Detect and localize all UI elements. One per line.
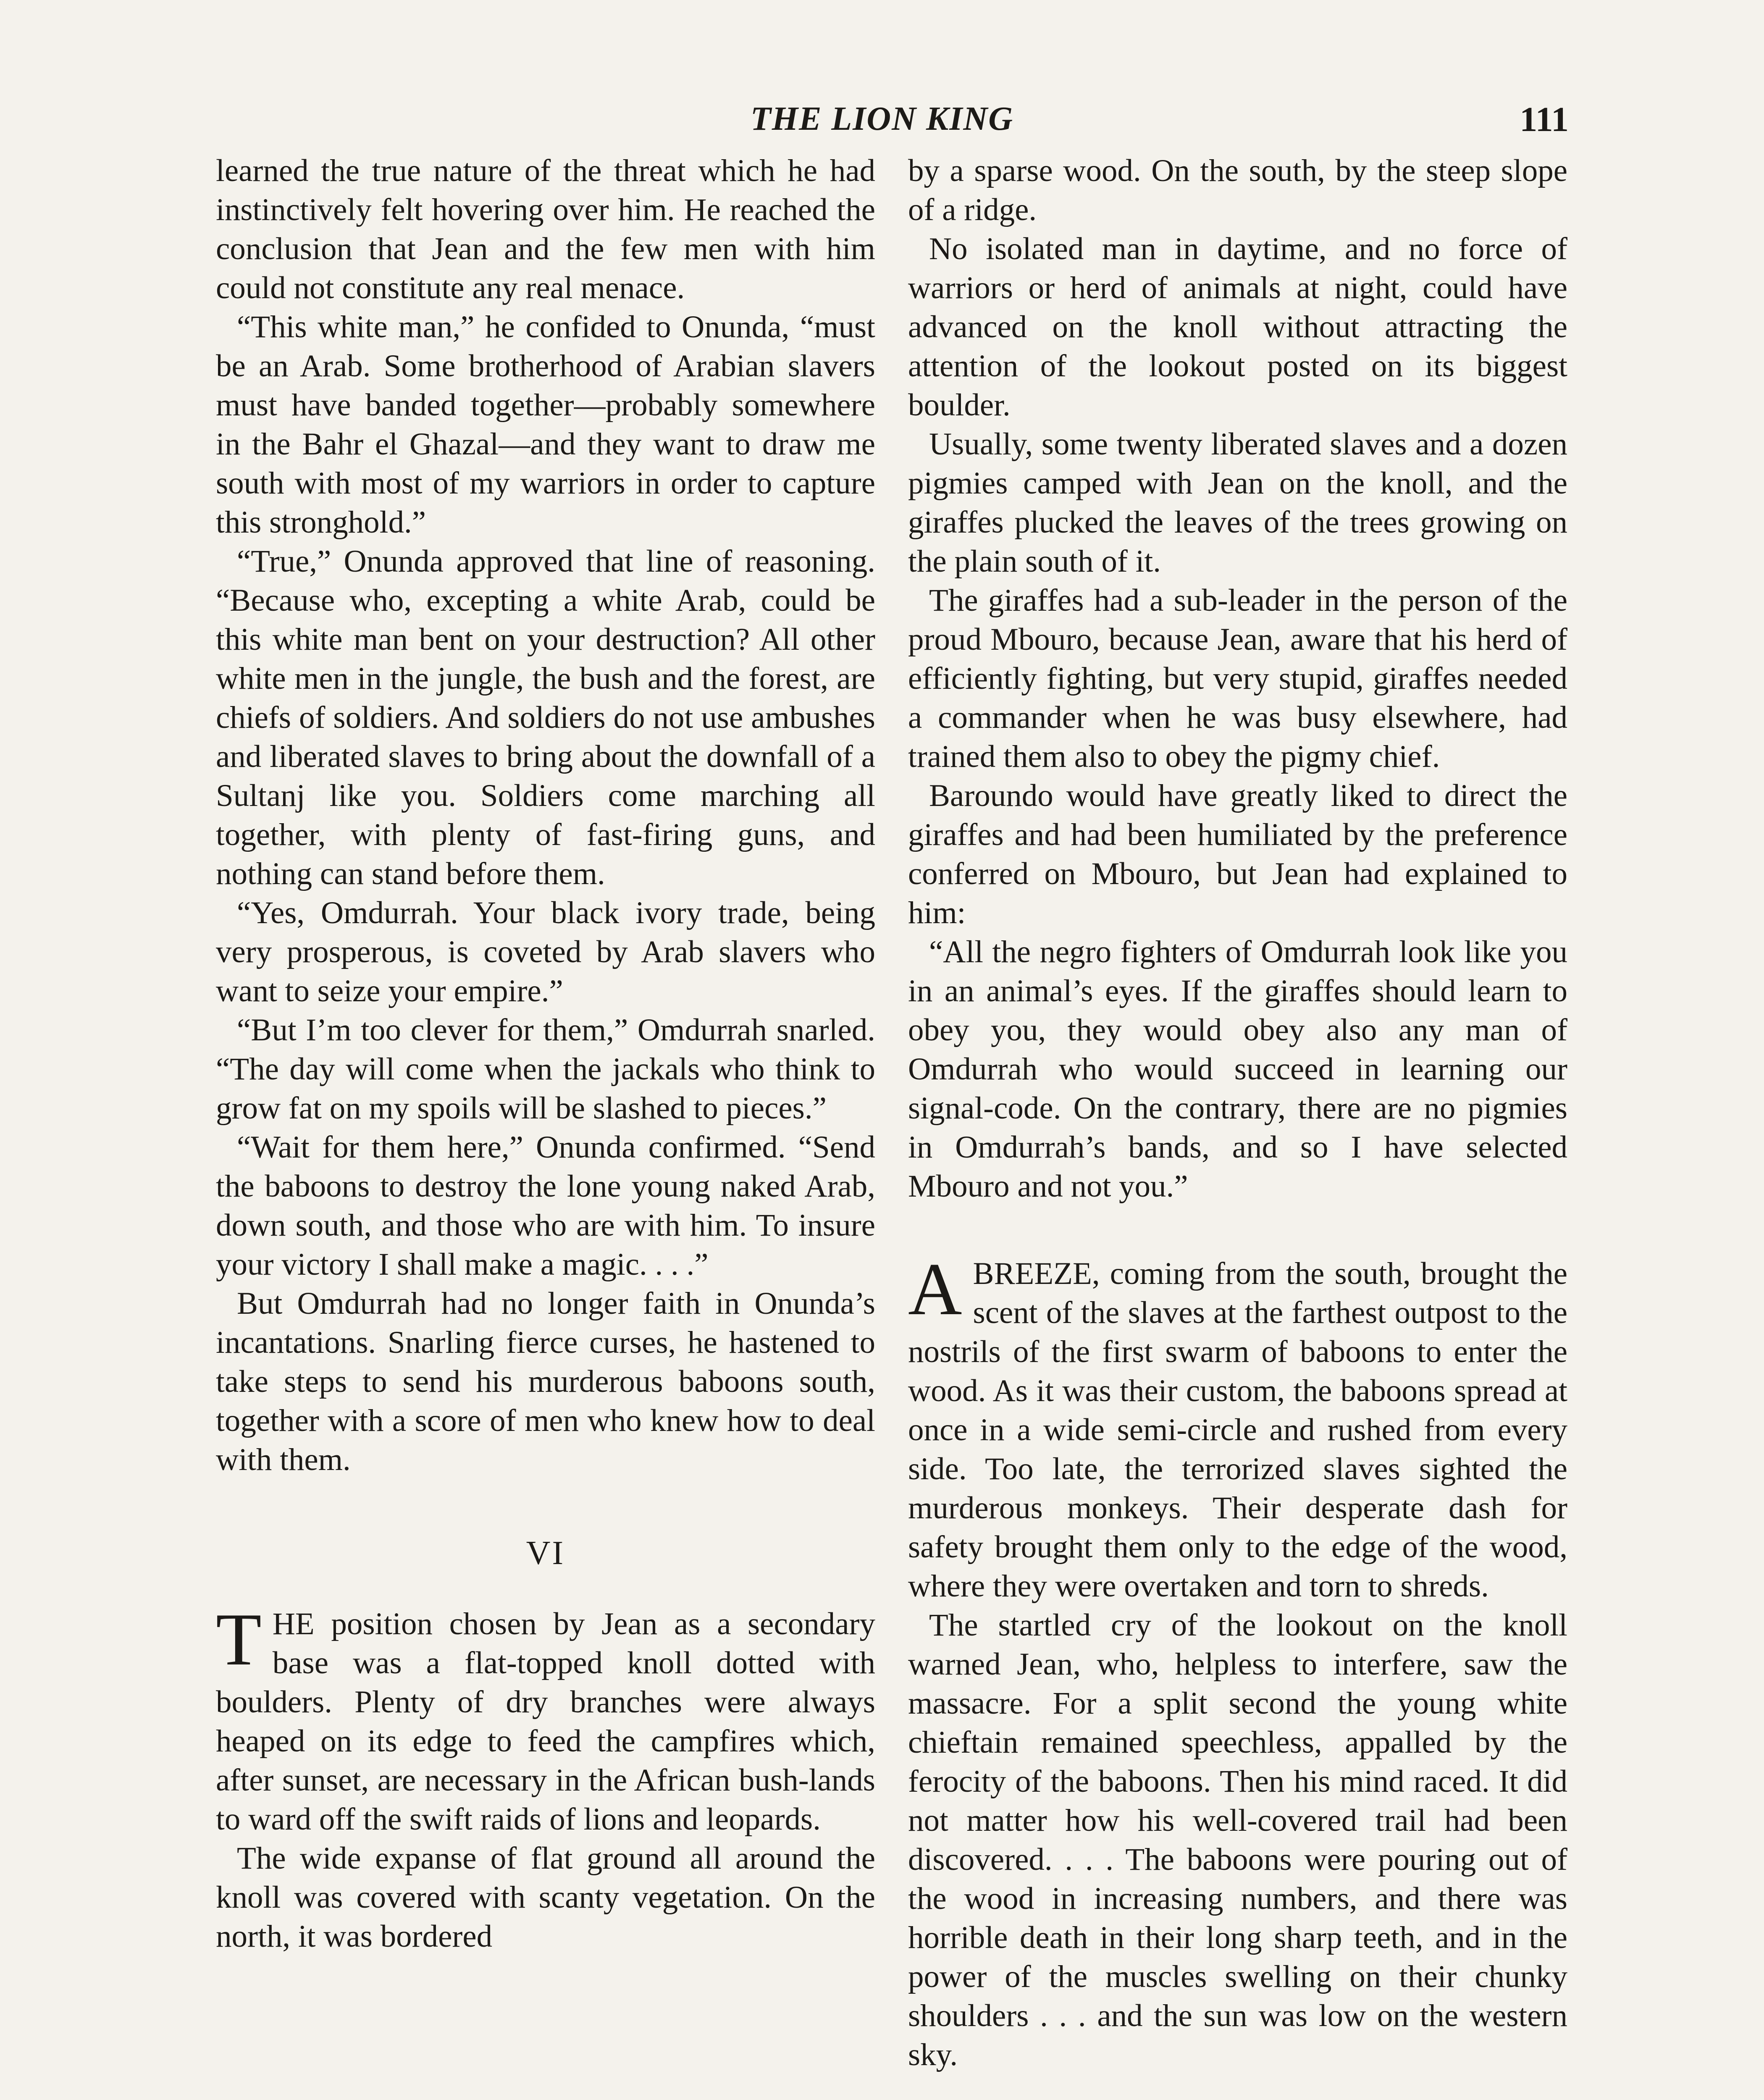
section-break [908, 1206, 1567, 1254]
paragraph: “True,” Onunda approved that line of reasoning. “Because who, excepting a white Arab, could be this white man bent on your destruction? All other white men in the jungle, the bush and the forest, are chiefs of soldiers. And soldiers do not use ambushes and liberated slaves to bring about the downfall of a Sultanj like you. Soldiers come marching all together, with plenty of fast-firing guns, and nothing can stand before them. [216, 544, 875, 891]
drop-cap: A [908, 1247, 962, 1331]
paragraph: No isolated man in daytime, and no force of warriors or herd of animals at night, could have advanced on the knoll without attracting the attention of the lookout posted on its biggest boulder. [908, 231, 1567, 423]
drop-cap-paragraph-text: HE position chosen by Jean as a secondary base was a flat-topped knoll dotted with boulders. Plenty of dry branches were always heaped on its edge to feed the campfires which, after sunset, are necessary in the African bush-lands to ward off the swift raids of lions and leopards. [216, 1606, 875, 1837]
paragraph: “This white man,” he confided to Onunda, “must be an Arab. Some brotherhood of Arabian slavers must have banded together—probably somewhere in the Bahr el Ghazal—and they want to draw me south with most of my warriors in order to capture this stronghold.” [216, 310, 875, 540]
paragraph: Usually, some twenty liberated slaves and a dozen pigmies camped with Jean on the knoll, and the giraffes plucked the leaves of the trees growing on the plain south of it. [908, 427, 1567, 579]
paragraph: “Wait for them here,” Onunda confirmed. “Send the baboons to destroy the lone young naked Arab, down south, and those who are with him. To insure your victory I shall make a magic. . . .” [216, 1130, 875, 1282]
running-title: THE LION KING [750, 100, 1014, 137]
drop-cap-paragraph [216, 1598, 875, 1839]
drop-cap-paragraph-text: BREEZE, coming from the south, brought the scent of the slaves at the farthest outpost to the nostrils of the first swarm of baboons to enter the wood. As it was their custom, the baboons spread at once in a wide semi-circle and rushed from every side. Too late, the terrorized slaves sighted the murderous monkeys. Their desperate dash for safety brought them only to the edge of the wood, where they were overtaken and torn to shreds. [908, 1256, 1567, 1604]
drop-cap-paragraph [908, 1247, 1567, 1606]
paragraph: “All the negro fighters of Omdurrah look like you in an animal’s eyes. If the giraffes should learn to obey you, they would obey also any man of Omdurrah who would succeed in learning our signal-code. On the contrary, there are no pigmies in Omdurrah’s bands, and so I have selected Mbouro and not you.” [908, 934, 1567, 1204]
left-column [216, 151, 875, 1956]
chapter-heading: VI [526, 1535, 565, 1572]
paragraph: by a sparse wood. On the south, by the steep slope of a ridge. [908, 153, 1567, 227]
paragraph: “But I’m too clever for them,” Omdurrah snarled. “The day will come when the jackals who think to grow fat on my spoils will be slashed to pieces.” [216, 1013, 875, 1126]
page-number: 111 [1520, 100, 1569, 139]
paragraph: The startled cry of the lookout on the knoll warned Jean, who, helpless to interfere, saw the massacre. For a split second the young white chieftain remained speechless, appalled by the ferocity of the baboons. Then his mind raced. It did not matter how his well-covered trail had been discovered. . . . The baboons were pouring out of the wood in increasing numbers, and there was horrible death in their long sharp teeth, and in the power of the muscles swelling on their chunky shoulders . . . and the sun was low on the western sky. [908, 1608, 1567, 2072]
paragraph: “Yes, Omdurrah. Your black ivory trade, being very prosperous, is coveted by Arab slavers who want to seize your empire.” [216, 895, 875, 1008]
drop-cap: T [216, 1598, 262, 1681]
paragraph: The giraffes had a sub-leader in the person of the proud Mbouro, because Jean, aware that his herd of efficiently fighting, but very stupid, giraffes needed a commander when he was busy elsewhere, had trained them also to obey the pigmy chief. [908, 583, 1567, 774]
paragraph: But Omdurrah had no longer faith in Onunda’s incantations. Snarling fierce curses, he hastened to take steps to send his murderous baboons south, together with a score of men who knew how to deal with them. [216, 1286, 875, 1477]
paragraph: Baroundo would have greatly liked to direct the giraffes and had been humiliated by the preference conferred on Mbouro, but Jean had explained to him: [908, 778, 1567, 930]
right-column [908, 151, 1567, 2074]
paragraph: The wide expanse of flat ground all around the knoll was covered with scanty vegetation. On the north, it was bordered [216, 1841, 875, 1954]
paragraph: learned the true nature of the threat which he had instinctively felt hovering over him. He reached the conclusion that Jean and the few men with him could not constitute any real menace. [216, 153, 875, 305]
